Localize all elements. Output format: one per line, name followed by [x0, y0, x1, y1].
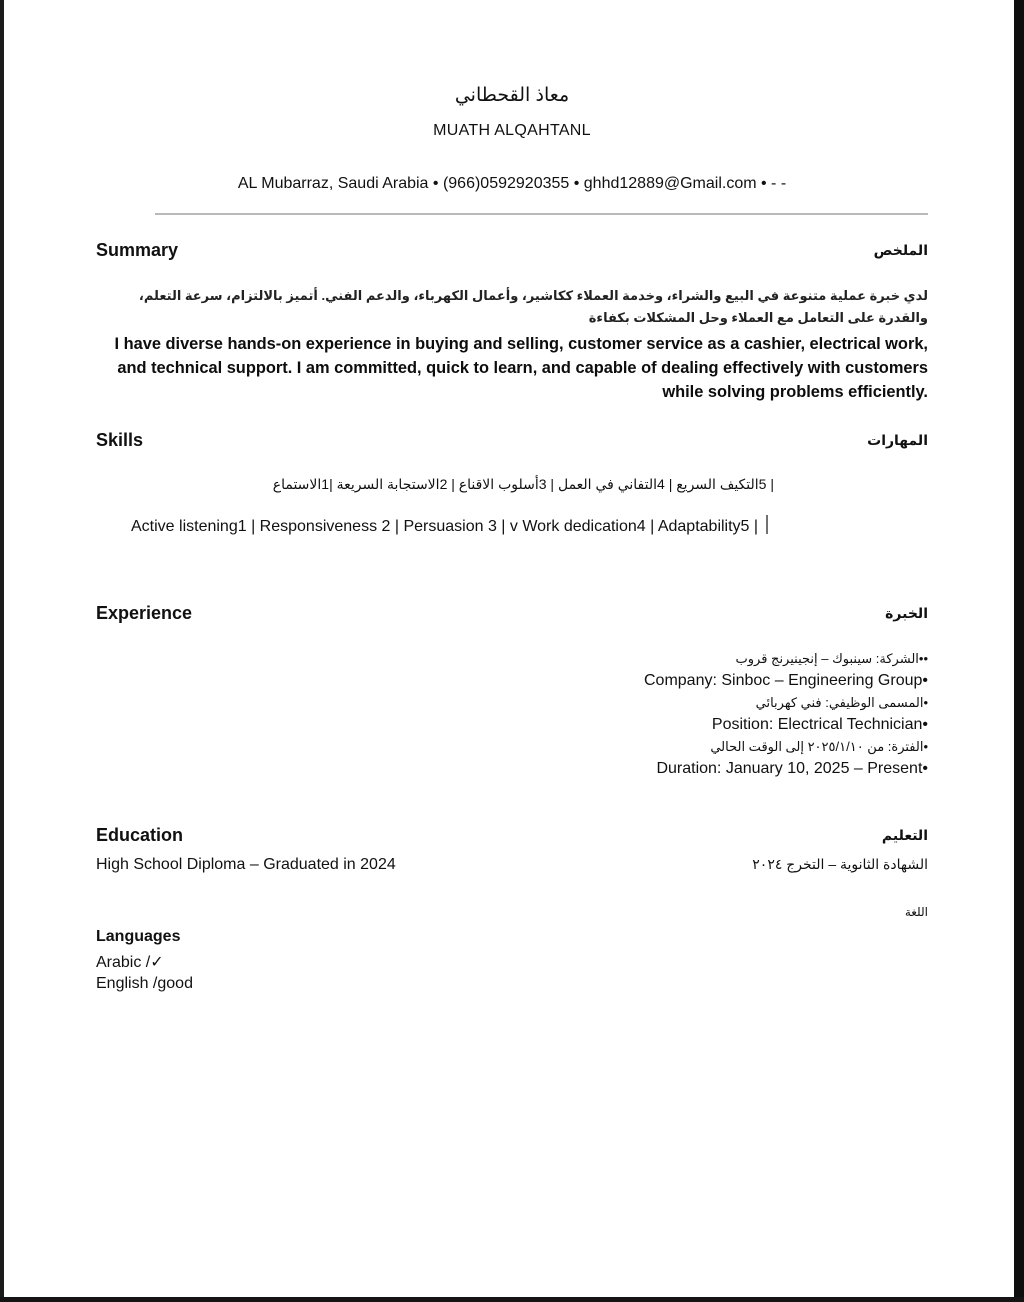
experience-heading: Experience: [96, 603, 193, 623]
contact-line: AL Mubarraz, Saudi Arabia • (966)0592920355 • ghhd12889@Gmail.com • - -: [237, 175, 787, 192]
skills-list-arabic: | 5التكيف السريع | 4التفاني في العمل | 3أسلوب الاقناع | 2الاستجابة السريعة |1الاستماع: [272, 476, 774, 492]
languages-heading-arabic: اللغة: [904, 905, 928, 919]
education-heading: Education: [96, 825, 184, 845]
summary-heading: Summary: [96, 240, 179, 260]
summary-text-english: I have diverse hands-on experience in buying and selling, customer service as a cashier, electrical work, and technical support. I am committed, quick to learn, and capable of dealing effectively with customers while solving problems efficiently.: [114, 335, 928, 401]
experience-position: Position: Electrical Technician•: [711, 716, 928, 733]
scan-border-left: [0, 0, 4, 1302]
experience-duration: Duration: January 10, 2025 – Present•: [656, 760, 928, 777]
skills-list-english: Active listening1 | Responsiveness 2 | Persuasion 3 | v Work dedication4 | Adaptability5 | ׀: [131, 518, 772, 535]
experience-company-arabic: ••الشركة: سينبوك – إنجينيرنج قروب: [735, 651, 928, 666]
experience-position-arabic: •المسمى الوظيفي: فني كهربائي: [755, 695, 928, 710]
skills-heading: Skills: [96, 430, 144, 450]
education-text-arabic: الشهادة الثانوية – التخرج ٢٠٢٤: [752, 856, 928, 872]
summary-heading-arabic: الملخص: [873, 242, 928, 258]
scan-border-bottom: [0, 1297, 1024, 1302]
name-english: MUATH ALQAHTANL: [433, 122, 591, 139]
experience-company: Company: Sinboc – Engineering Group•: [644, 672, 928, 689]
language-item-arabic: Arabic /✓: [96, 954, 164, 971]
scan-border-right: [1014, 0, 1024, 1302]
education-text: High School Diploma – Graduated in 2024: [96, 856, 396, 873]
languages-heading: Languages: [96, 928, 181, 945]
name-arabic: معاذ القحطاني: [454, 85, 570, 106]
skills-heading-arabic: المهارات: [867, 432, 928, 448]
experience-duration-arabic: •الفترة: من ٢٠٢٥/١/١٠ إلى الوقت الحالي: [710, 739, 928, 754]
experience-heading-arabic: الخبرة: [885, 605, 928, 621]
education-heading-arabic: التعليم: [881, 827, 928, 843]
header-divider: [155, 213, 928, 215]
summary-text-arabic: لدي خبرة عملية متنوعة في البيع والشراء، وخدمة العملاء ككاشير، وأعمال الكهرباء، والدعم الفني. أتميز بالالتزام، سرعة التعلم، والقدرة على التعامل مع العملاء وحل المشكلات بكفاءة: [138, 288, 928, 325]
language-item-english: English /good: [96, 975, 193, 992]
